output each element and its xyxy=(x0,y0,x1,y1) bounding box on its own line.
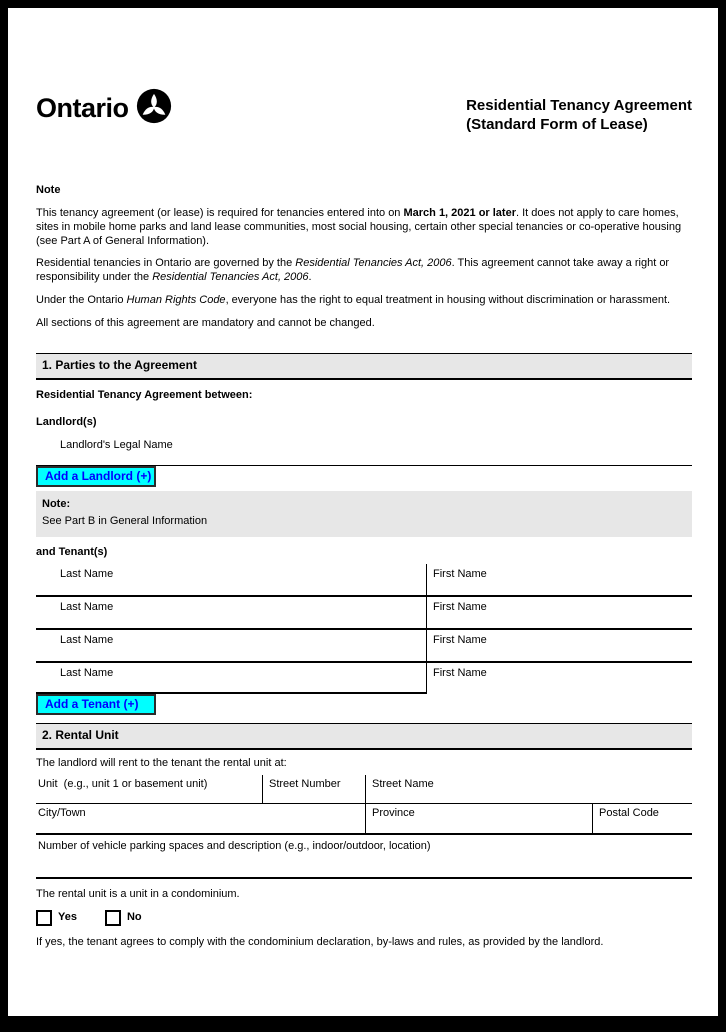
agreement-between-label: Residential Tenancy Agreement between: xyxy=(36,388,253,401)
condo-checkbox-row xyxy=(36,910,692,926)
part-b-note-text: See Part B in General Information xyxy=(42,514,208,527)
note-paragraph-1: This tenancy agreement (or lease) is required for tenancies entered into on March 1, 2021 or later. It does not apply to care homes, sites in mobile home parks and land lease communities, most social housing, certain other special tenancies or co-operative housing (see Part A of General Information). xyxy=(36,206,682,247)
province-field[interactable]: Province xyxy=(365,804,592,833)
unit-field[interactable]: Unit (e.g., unit 1 or basement unit) xyxy=(38,777,208,790)
rental-unit-intro: The landlord will rent to the tenant the rental unit at: xyxy=(36,756,287,769)
tenant-3-last-name-field[interactable]: Last Name xyxy=(60,633,114,646)
postal-code-field[interactable]: Postal Code xyxy=(592,804,692,833)
parking-spaces-field[interactable] xyxy=(36,835,692,879)
tenant-3-first-name-field[interactable]: First Name xyxy=(426,630,692,661)
note-heading: Note xyxy=(36,184,61,196)
note-paragraph-4: All sections of this agreement are mandatory and cannot be changed. xyxy=(36,317,375,330)
tenant-name-table xyxy=(36,564,692,694)
tenant-1-first-name-field[interactable]: First Name xyxy=(426,564,692,595)
document-title xyxy=(466,96,692,134)
tenant-4-first-name-field[interactable]: First Name xyxy=(426,663,692,694)
form-page xyxy=(8,8,718,1016)
street-name-field[interactable]: Street Name xyxy=(365,775,692,803)
tenant-row-4 xyxy=(36,663,692,694)
condo-statement: The rental unit is a unit in a condominium. xyxy=(36,887,240,900)
city-town-field[interactable]: City/Town xyxy=(38,806,86,819)
tenant-2-first-name-field[interactable]: First Name xyxy=(426,597,692,628)
document-title-line2: (Standard Form of Lease) xyxy=(466,116,648,133)
street-number-field[interactable]: Street Number xyxy=(262,775,365,803)
ontario-logo xyxy=(36,88,172,129)
address-row-2 xyxy=(36,804,692,835)
tenant-4-last-name-field[interactable]: Last Name xyxy=(36,663,426,694)
tenants-label: and Tenant(s) xyxy=(36,545,108,558)
rental-unit-address-table xyxy=(36,775,692,835)
tenant-2-last-name-field[interactable]: Last Name xyxy=(60,600,114,613)
condo-no-checkbox[interactable] xyxy=(105,910,121,926)
note-paragraph-3: Under the Ontario Human Rights Code, everyone has the right to equal treatment in housing without discrimination or harassment. xyxy=(36,294,671,307)
parking-spaces-label: Number of vehicle parking spaces and description (e.g., indoor/outdoor, location) xyxy=(38,839,431,852)
section-1-header: 1. Parties to the Agreement xyxy=(36,353,692,380)
section-2-header: 2. Rental Unit xyxy=(36,723,692,750)
landlords-label: Landlord(s) xyxy=(36,415,97,428)
trillium-icon xyxy=(136,88,172,129)
note-paragraph-2: Residential tenancies in Ontario are governed by the Residential Tenancies Act, 2006. This agreement cannot take away a right or responsibility under the Residential Tenancies Act, 2006. xyxy=(36,257,670,284)
tenant-row-3 xyxy=(36,630,692,663)
part-b-note-box xyxy=(36,491,692,537)
document-title-line1: Residential Tenancy Agreement xyxy=(466,97,692,114)
landlord-legal-name-label: Landlord's Legal Name xyxy=(60,438,173,451)
address-row-1 xyxy=(36,775,692,804)
add-tenant-button[interactable]: Add a Tenant (+) xyxy=(36,694,156,715)
ontario-wordmark: Ontario xyxy=(36,93,129,124)
condo-yes-label: Yes xyxy=(58,911,77,924)
tenant-row-1 xyxy=(36,564,692,597)
tenant-1-last-name-field[interactable]: Last Name xyxy=(60,567,114,580)
landlord-legal-name-field[interactable] xyxy=(36,439,692,466)
add-landlord-button[interactable]: Add a Landlord (+) xyxy=(36,466,156,487)
part-b-note-heading: Note: xyxy=(42,497,71,510)
tenant-row-2 xyxy=(36,597,692,630)
condo-no-label: No xyxy=(126,911,142,924)
condo-yes-checkbox[interactable] xyxy=(36,910,52,926)
condo-compliance-note: If yes, the tenant agrees to comply with the condominium declaration, by-laws and rules, as provided by the landlord. xyxy=(36,936,604,949)
page-header xyxy=(36,88,692,134)
